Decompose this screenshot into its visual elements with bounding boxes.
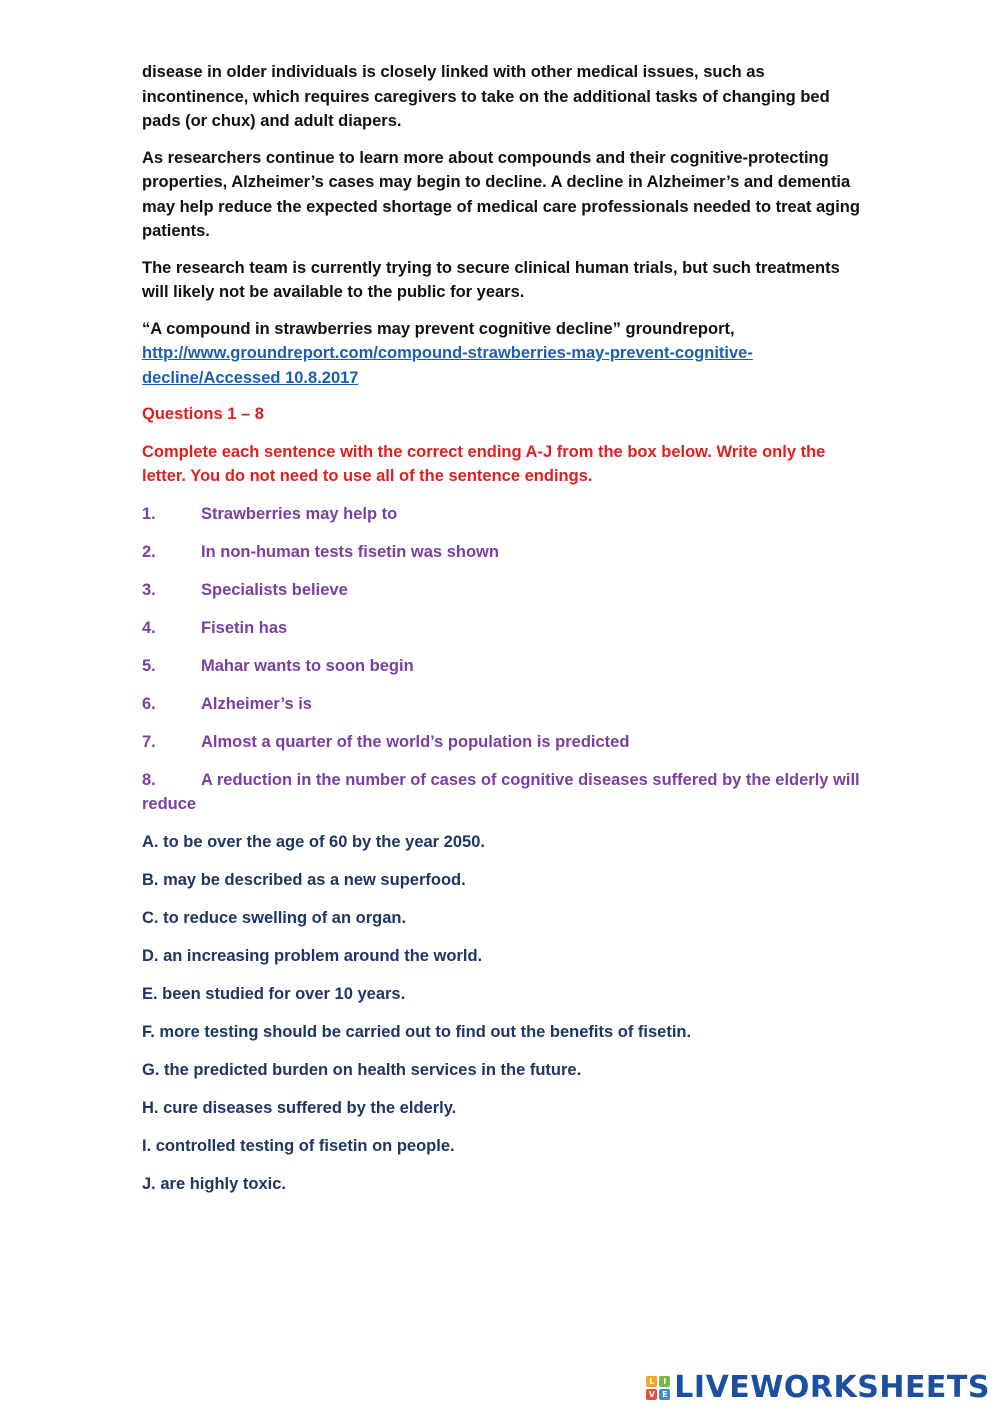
paragraph-2: As researchers continue to learn more about compounds and their cognitive-protecting properties, Alzheimer’s cases may begin to decline. A decline in Alzheimer’s and dementia may help reduce the expected shortage of medical care professionals needed to treat aging patients. xyxy=(142,148,860,240)
answer-option: I. controlled testing of fisetin on people. xyxy=(142,1137,455,1155)
answer-option: B. may be described as a new superfood. xyxy=(142,871,466,889)
answer-option: A. to be over the age of 60 by the year 2050. xyxy=(142,833,485,851)
citation-text: “A compound in strawberries may prevent cognitive decline” groundreport, xyxy=(142,319,735,338)
logo-text: LIVEWORKSHEETS xyxy=(674,1370,990,1405)
document-page xyxy=(142,60,862,1210)
answer-option: J. are highly toxic. xyxy=(142,1175,286,1193)
question-item: 2. In non-human tests fisetin was shown xyxy=(142,542,499,561)
question-item: 7. Almost a quarter of the world’s population is predicted xyxy=(142,732,630,751)
citation xyxy=(142,317,862,391)
answers-list xyxy=(142,830,862,1197)
instructions: Complete each sentence with the correct ending A-J from the box below. Write only the letter. You do not need to use all of the sentence endings. xyxy=(142,442,826,485)
question-item: 8. A reduction in the number of cases of cognitive diseases suffered by the elderly will reduce xyxy=(142,770,860,813)
answer-option: D. an increasing problem around the world. xyxy=(142,947,483,965)
question-item: 5. Mahar wants to soon begin xyxy=(142,656,414,675)
answer-option: C. to reduce swelling of an organ. xyxy=(142,909,407,927)
questions-list xyxy=(142,502,862,817)
question-item: 6. Alzheimer’s is xyxy=(142,694,312,713)
liveworksheets-logo[interactable] xyxy=(646,1370,990,1405)
questions-heading: Questions 1 – 8 xyxy=(142,405,264,423)
paragraph-3: The research team is currently trying to secure clinical human trials, but such treatments will likely not be available to the public for years. xyxy=(142,258,840,301)
citation-link[interactable]: http://www.groundreport.com/compound-strawberries-may-prevent-cognitive- decline/Accessed 10.8.2017 xyxy=(142,344,753,387)
paragraph-1: disease in older individuals is closely linked with other medical issues, such as incontinence, which requires caregivers to take on the additional tasks of changing bed pads (or chux) and adult diapers. xyxy=(142,63,830,130)
question-item: 3. Specialists believe xyxy=(142,580,348,599)
answer-option: F. more testing should be carried out to find out the benefits of fisetin. xyxy=(142,1023,692,1041)
answer-option: E. been studied for over 10 years. xyxy=(142,985,406,1003)
question-item: 4. Fisetin has xyxy=(142,618,288,637)
question-item: 1. Strawberries may help to xyxy=(142,504,398,523)
logo-icon: L I V E xyxy=(646,1376,670,1400)
answer-option: H. cure diseases suffered by the elderly. xyxy=(142,1099,457,1117)
answer-option: G. the predicted burden on health services in the future. xyxy=(142,1061,582,1079)
